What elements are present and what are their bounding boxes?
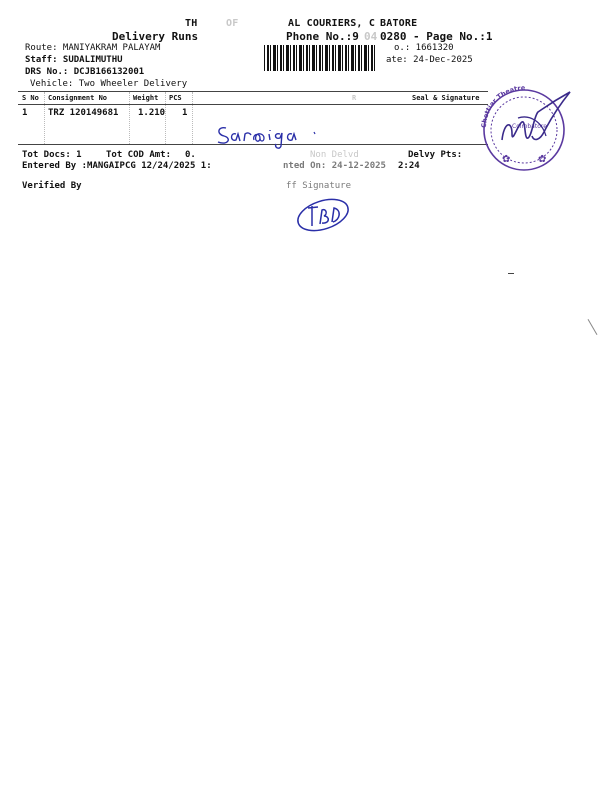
drs-number: DRS No.: DCJB166132001 xyxy=(25,67,145,77)
total-cod-value: 0. xyxy=(185,150,196,160)
company-name-part2: OF xyxy=(226,18,239,29)
col-header-consignment: Consignment No xyxy=(48,94,108,102)
staff-info: Staff: SUDALIMUTHU xyxy=(25,55,123,65)
phone-faded: 04 xyxy=(364,30,378,43)
stamp-star-right: ✿ xyxy=(538,154,547,165)
col-header-weight: Weight xyxy=(133,94,159,102)
table-top-rule xyxy=(18,91,488,92)
verified-by-label: Verified By xyxy=(22,181,82,191)
barcode-image xyxy=(264,45,376,71)
col-sep xyxy=(192,92,193,144)
col-header-s-no: S No xyxy=(22,94,39,102)
row-s-no: 1 xyxy=(22,108,28,118)
scan-mark xyxy=(588,319,598,335)
row-consignment: TRZ 120149681 xyxy=(48,108,119,118)
phone-label: Phone No.:9 xyxy=(286,30,359,43)
col-sep xyxy=(165,92,166,144)
total-docs: Tot Docs: 1 xyxy=(22,150,82,160)
runsheet-number: o.: 1661320 xyxy=(394,43,454,53)
col-header-seal: Seal & Signature xyxy=(412,94,480,102)
non-delivered-label: Non Delvd xyxy=(310,150,359,160)
col-header-remarks: R xyxy=(352,94,357,102)
route-info: Route: MANIYAKRAM PALAYAM xyxy=(25,43,161,53)
staff-signature xyxy=(294,196,354,236)
company-name-part3: AL COURIERS, C xyxy=(288,18,376,29)
company-name-part1: TH xyxy=(185,18,198,29)
staff-signature-label: ff Signature xyxy=(286,181,352,191)
stamp-star-left: ✿ xyxy=(502,154,511,165)
total-cod-label: Tot COD Amt: xyxy=(106,150,172,160)
phone-rest: 0280 xyxy=(380,30,407,43)
row-weight: 1.210 xyxy=(138,108,166,118)
document-title: Delivery Runs xyxy=(112,30,199,43)
table-header-rule xyxy=(18,104,488,105)
col-header-pcs: PCS xyxy=(169,94,182,102)
receiver-handwriting xyxy=(214,118,334,152)
printed-time: 2:24 xyxy=(398,161,420,171)
printed-on: nted On: 24-12-2025 xyxy=(283,161,386,171)
runsheet-date: ate: 24-Dec-2025 xyxy=(386,55,473,65)
delivery-points: Delvy Pts: xyxy=(408,150,463,160)
row-pcs: 1 xyxy=(182,108,188,118)
stamp-inner-text: Coimbatore xyxy=(512,123,547,130)
page-number: - Page No.:1 xyxy=(413,30,493,43)
entered-by: Entered By :MANGAIPCG 12/24/2025 1: xyxy=(22,161,212,171)
svg-text:Chettiar Theatre xyxy=(480,84,526,128)
col-sep xyxy=(129,92,130,144)
company-name-part4: BATORE xyxy=(380,18,418,29)
company-seal-stamp xyxy=(472,82,582,172)
scan-mark xyxy=(508,273,514,274)
col-sep xyxy=(44,92,45,144)
stamp-ring-text: Chettiar Theatre xyxy=(479,83,526,129)
vehicle-info: Vehicle: Two Wheeler Delivery xyxy=(30,79,188,89)
